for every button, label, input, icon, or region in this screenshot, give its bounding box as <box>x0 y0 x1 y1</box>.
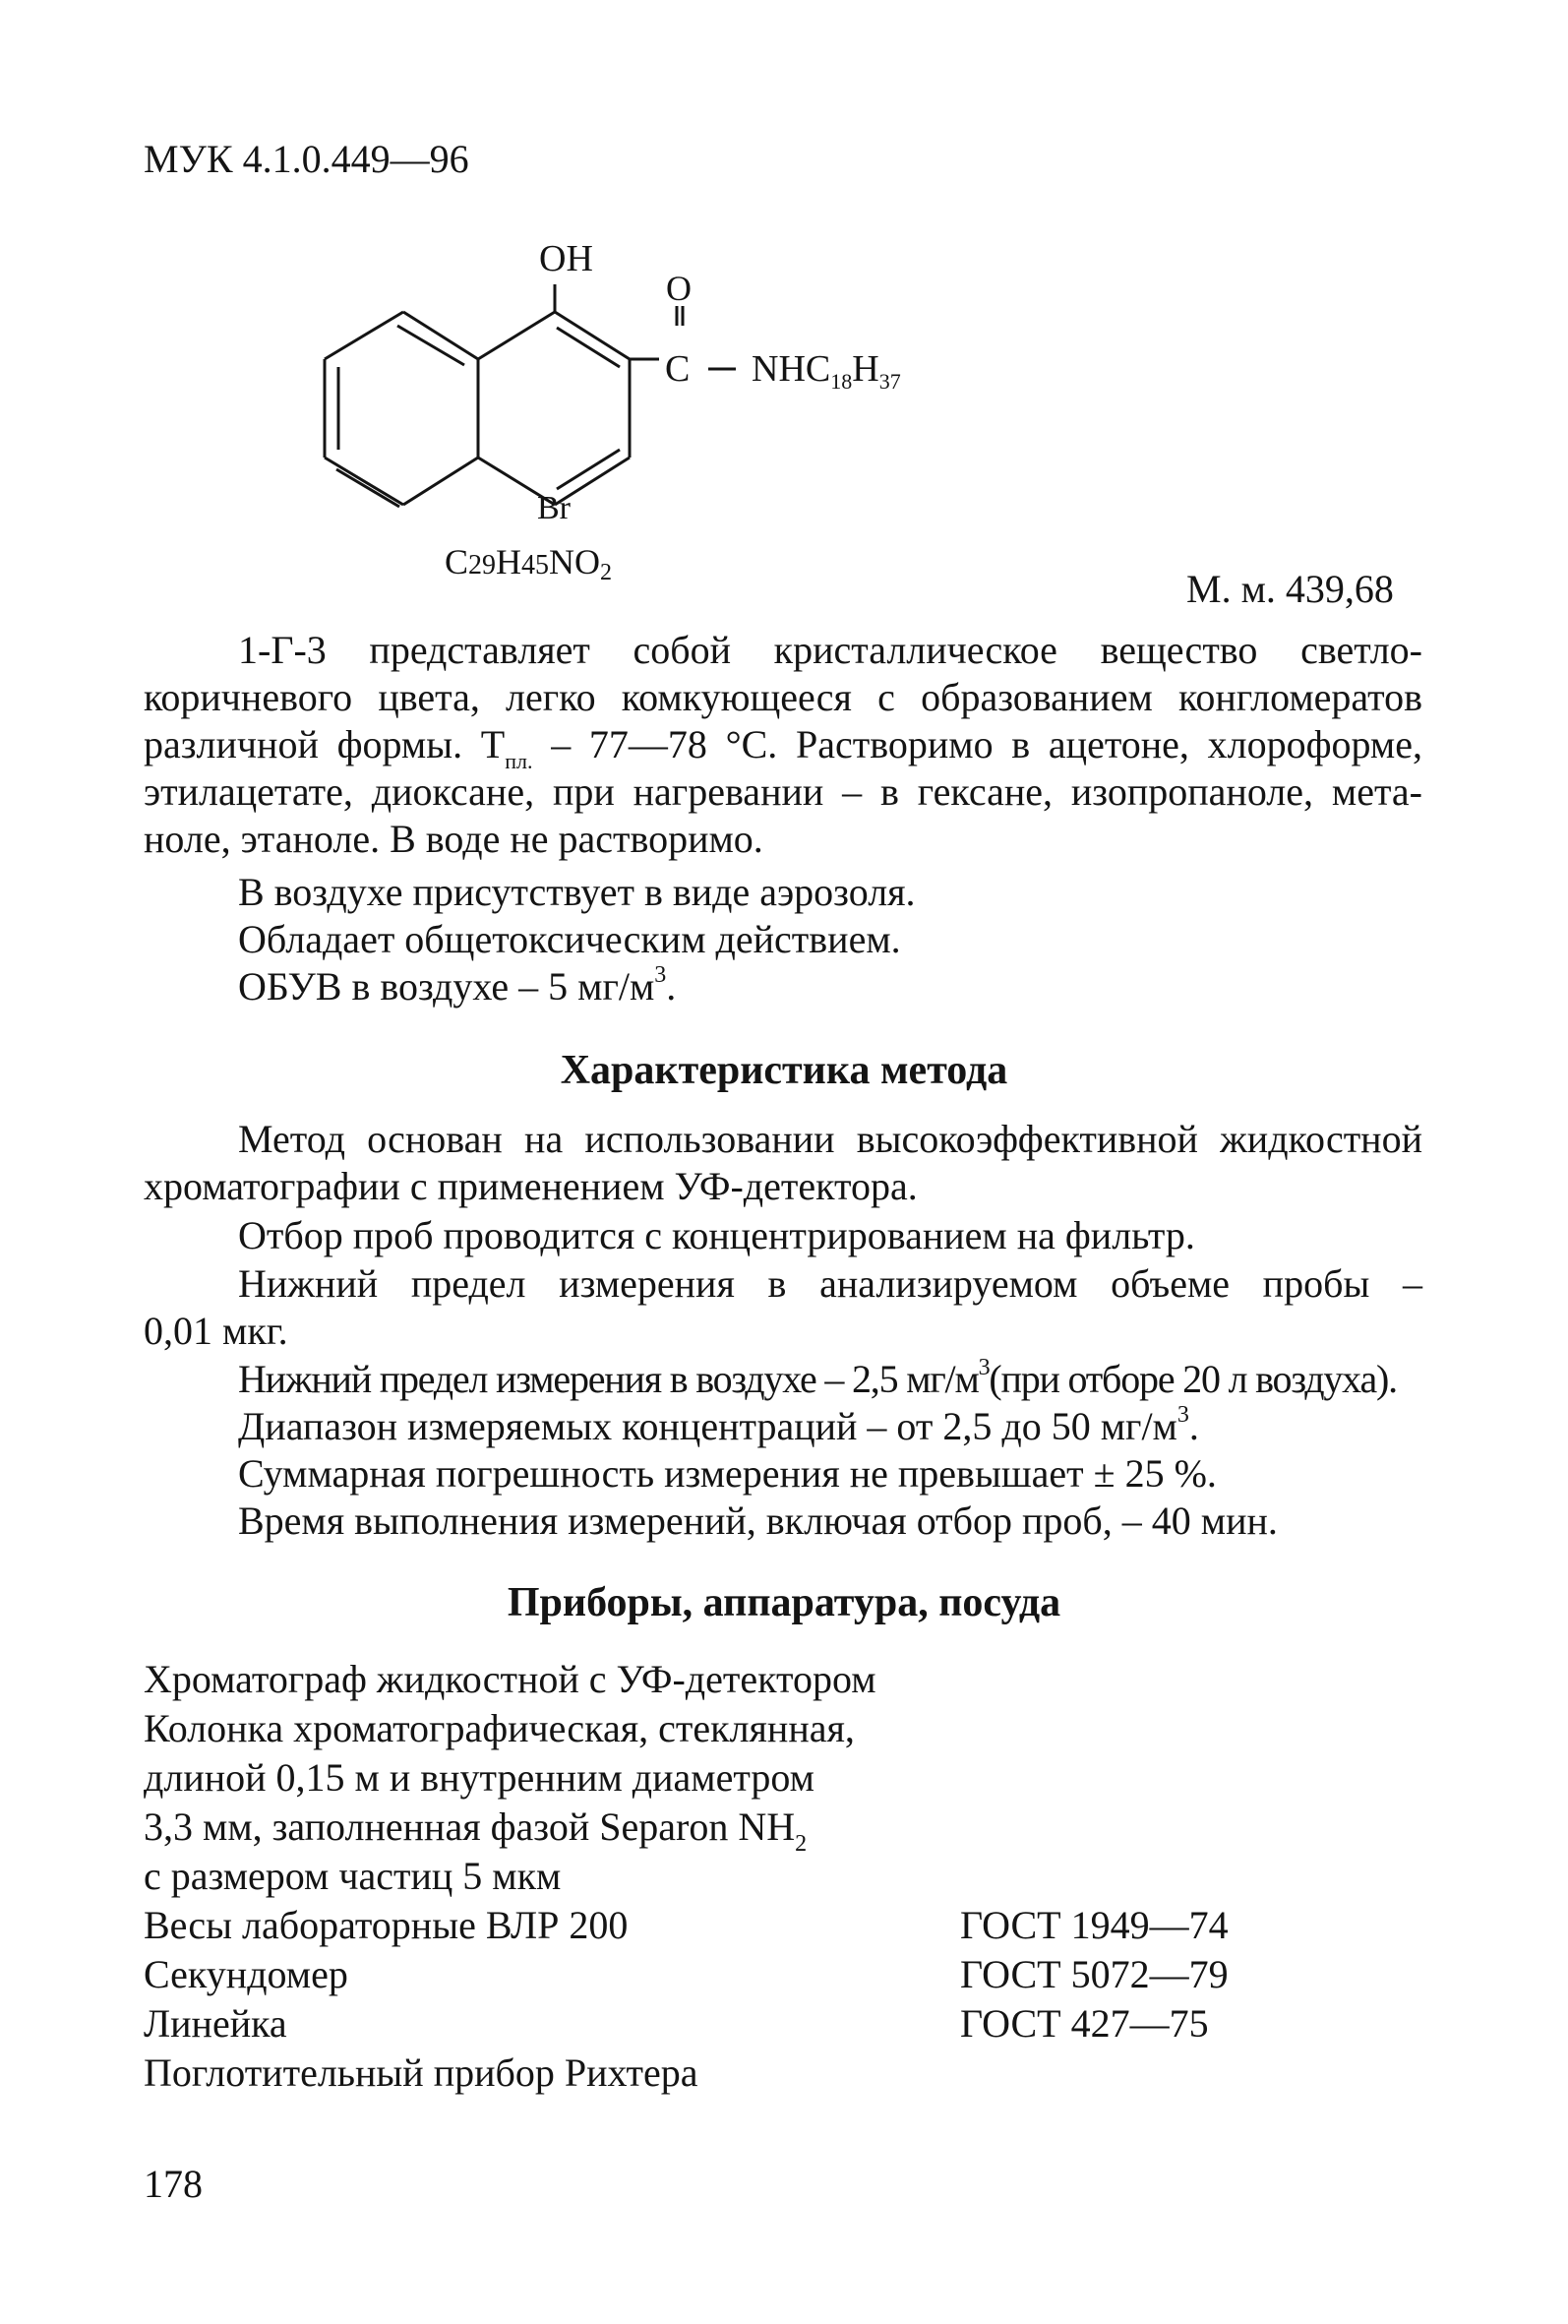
equipment-item-5: с размером частиц 5 мкм <box>144 1854 562 1898</box>
equipment-item-6: Весы лабораторные ВЛР 200 <box>144 1903 629 1947</box>
method-line-6 <box>238 1356 1397 1402</box>
equipment-item-8: Линейка <box>144 2001 287 2046</box>
method-line-6-sup: 3 <box>978 1354 990 1380</box>
equipment-item-1: Хроматограф жидкостной с УФ-детектором <box>144 1657 876 1701</box>
amide-group <box>752 348 901 394</box>
equipment-item-7: Секундомер <box>144 1952 348 1996</box>
obuv-end: . <box>666 964 677 1009</box>
formula-h: H <box>496 542 522 581</box>
obuv-note <box>238 963 676 1009</box>
molecular-weight: М. м. 439,68 <box>1186 567 1394 611</box>
method-line-3: Отбор проб проводится с концентрированием на фильтр. <box>238 1213 1195 1257</box>
right-ring <box>478 284 736 505</box>
document-code: МУК 4.1.0.449—96 <box>144 137 469 181</box>
method-paragraph <box>144 1116 1422 1210</box>
method-line-7 <box>238 1403 1199 1449</box>
equipment-item-9: Поглотительный прибор Рихтера <box>144 2050 698 2095</box>
method-line-8: Суммарная погрешность измерения не превышает ± 25 %. <box>238 1451 1217 1496</box>
equipment-item-2: Колонка хроматографическая, стеклянная, <box>144 1706 855 1750</box>
method-line-9: Время выполнения измерений, включая отбор проб, – 40 мин. <box>238 1498 1278 1543</box>
formula-sub1: 29 <box>468 550 497 581</box>
method-line-5: 0,01 мкг. <box>144 1309 288 1353</box>
desc-line-3 <box>144 721 1422 773</box>
aerosol-note: В воздухе присутствует в виде аэрозоля. <box>238 870 916 914</box>
obuv-text: ОБУВ в воздухе – 5 мг/м <box>238 964 655 1009</box>
method-line-7a: Диапазон измеряемых концентраций – от 2,5 до 50 мг/м <box>238 1404 1177 1448</box>
equipment-item-4-sub: 2 <box>795 1831 808 1857</box>
method-line-7-sup: 3 <box>1176 1401 1189 1428</box>
bromine-label: Br <box>537 490 571 526</box>
nh-label: NHC <box>752 348 831 390</box>
equipment-item-7-gost: ГОСТ 5072—79 <box>960 1952 1229 1996</box>
formula-sub2: 45 <box>521 550 550 581</box>
left-benzene-ring <box>325 312 478 507</box>
method-line-6a: Нижний предел измерения в воздухе – 2,5 мг/м <box>238 1357 979 1401</box>
equipment-item-6-gost: ГОСТ 1949—74 <box>960 1903 1229 1947</box>
equipment-item-8-gost: ГОСТ 427—75 <box>960 2001 1209 2046</box>
equipment-item-4a: 3,3 мм, заполненная фазой Separon NH <box>144 1804 796 1849</box>
method-section-title: Характеристика метода <box>560 1048 1008 1093</box>
equipment-item-3: длиной 0,15 м и внутренним диаметром <box>144 1755 814 1800</box>
desc-line-4: этилацетате, диоксане, при нагревании – в гексане, изопропаноле, мета- <box>144 769 1422 814</box>
equipment-item-4 <box>144 1804 808 1857</box>
method-line-4: Нижний предел измерения в анализируемом объеме пробы – <box>238 1261 1422 1306</box>
oxygen-label: O <box>666 269 692 308</box>
formula-sub3: 2 <box>600 560 613 585</box>
formula-no: NO <box>549 542 601 581</box>
toxicity-note: Обладает общетоксическим действием. <box>238 917 901 961</box>
molecular-formula <box>445 542 612 585</box>
obuv-sup: 3 <box>654 961 667 988</box>
desc-line-3b: – 77—78 °С. Растворимо в ацетоне, хлороформе, <box>532 722 1422 766</box>
description-paragraph <box>144 627 1422 863</box>
desc-line-2: коричневого цвета, легко комкующееся с образованием конгломератов <box>144 675 1422 719</box>
oh-label: OH <box>539 238 593 279</box>
method-line-6b: (при отборе 20 л воздуха). <box>989 1357 1397 1401</box>
nh-h: H <box>852 348 879 390</box>
formula-c: C <box>445 542 469 581</box>
nh-sub2: 37 <box>878 369 901 394</box>
chemical-structure <box>295 231 1003 585</box>
method-line-7b: . <box>1188 1404 1199 1448</box>
method-line-2: хроматографии с применением УФ-детектора. <box>144 1164 918 1208</box>
page-number: 178 <box>144 2162 203 2206</box>
nh-sub1: 18 <box>830 369 853 394</box>
method-line-1: Метод основан на использовании высокоэффективной жидкостной <box>238 1117 1422 1161</box>
equipment-section-title: Приборы, аппаратура, посуда <box>507 1580 1061 1625</box>
desc-line-3-sub: пл. <box>505 749 533 773</box>
desc-line-1: 1-Г-3 представляет собой кристаллическое вещество светло- <box>238 628 1422 672</box>
method-limit-paragraph <box>144 1260 1422 1355</box>
desc-line-5: ноле, этаноле. В воде не растворимо. <box>144 817 763 861</box>
carbon-label: C <box>665 348 691 390</box>
desc-line-3a: различной формы. Т <box>144 722 506 766</box>
